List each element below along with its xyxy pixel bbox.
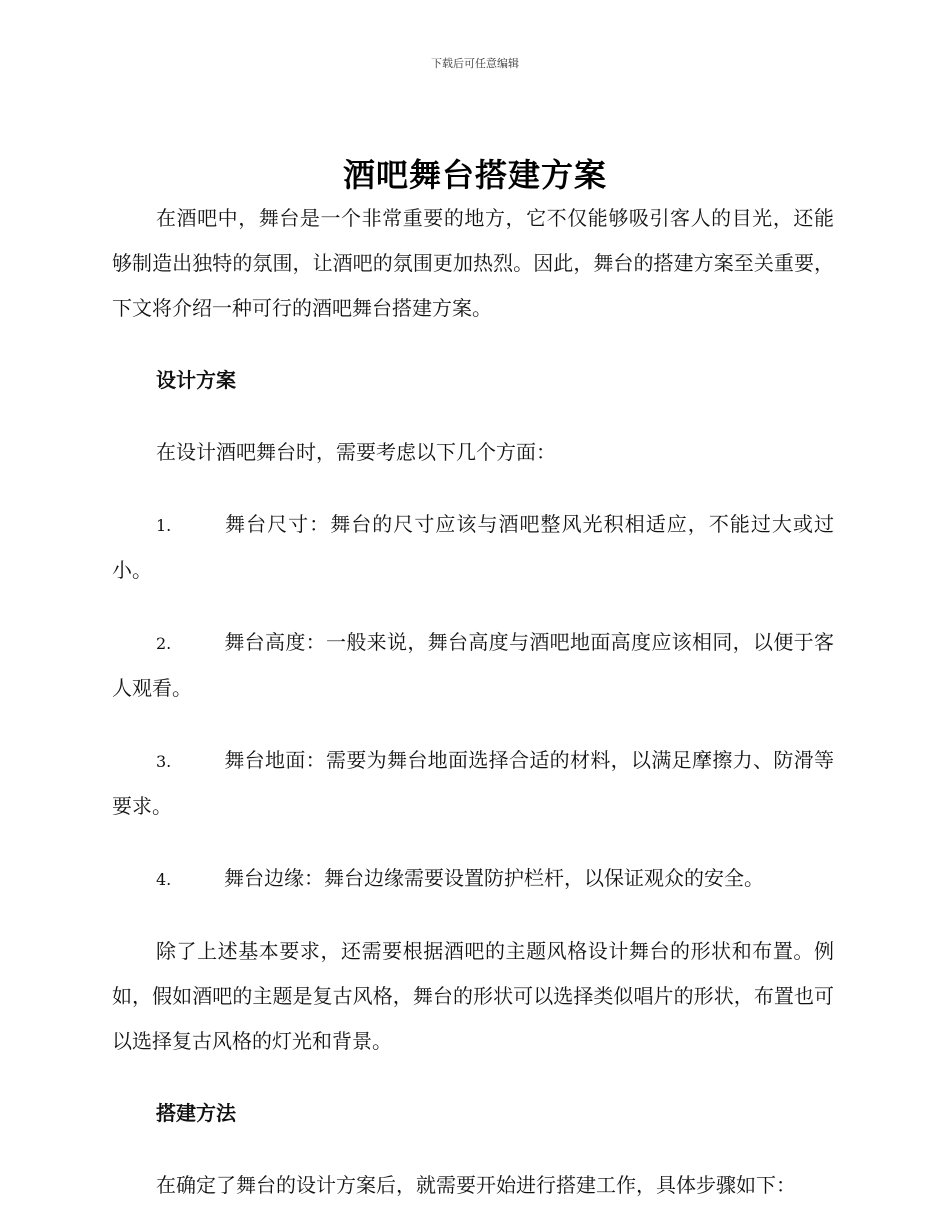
intro-paragraph: 在酒吧中，舞台是一个非常重要的地方，它不仅能够吸引客人的目光，还能够制造出独特的氛围，让酒吧的氛围更加热烈。因此，舞台的搭建方案至关重要，下文将介绍一种可行的酒吧舞台搭建方案。	[112, 206, 834, 320]
list-item	[112, 738, 834, 829]
build-lead-paragraph: 在确定了舞台的设计方案后，就需要开始进行搭建工作，具体步骤如下：	[156, 1173, 796, 1197]
design-closing-paragraph: 除了上述基本要求，还需要根据酒吧的主题风格设计舞台的形状和布置。例如，假如酒吧的主题是复古风格，舞台的形状可以选择类似唱片的形状，布置也可以选择复古风格的灯光和背景。	[112, 939, 834, 1053]
section-heading-design: 设计方案	[156, 368, 236, 392]
list-text: 舞台高度：一般来说，舞台高度与酒吧地面高度应该相同，以便于客人观看。	[112, 630, 834, 700]
list-item	[112, 856, 834, 902]
page-header: 下载后可任意编辑	[431, 57, 519, 70]
list-text: 舞台地面：需要为舞台地面选择合适的材料，以满足摩擦力、防滑等要求。	[112, 748, 834, 818]
list-number: 2.	[156, 634, 172, 653]
design-lead-paragraph: 在设计酒吧舞台时，需要考虑以下几个方面：	[156, 440, 556, 464]
list-number: 3.	[156, 752, 172, 771]
section-heading-build: 搭建方法	[156, 1101, 236, 1125]
list-number: 4.	[156, 870, 172, 889]
list-text: 舞台尺寸：舞台的尺寸应该与酒吧整风光积相适应，不能过大或过小。	[112, 512, 834, 582]
list-item	[112, 502, 834, 593]
list-number: 1.	[156, 516, 172, 535]
document-title: 酒吧舞台搭建方案	[342, 156, 607, 194]
list-item	[112, 620, 834, 711]
list-text: 舞台边缘：舞台边缘需要设置防护栏杆，以保证观众的安全。	[224, 866, 764, 890]
document-body	[112, 196, 834, 1208]
